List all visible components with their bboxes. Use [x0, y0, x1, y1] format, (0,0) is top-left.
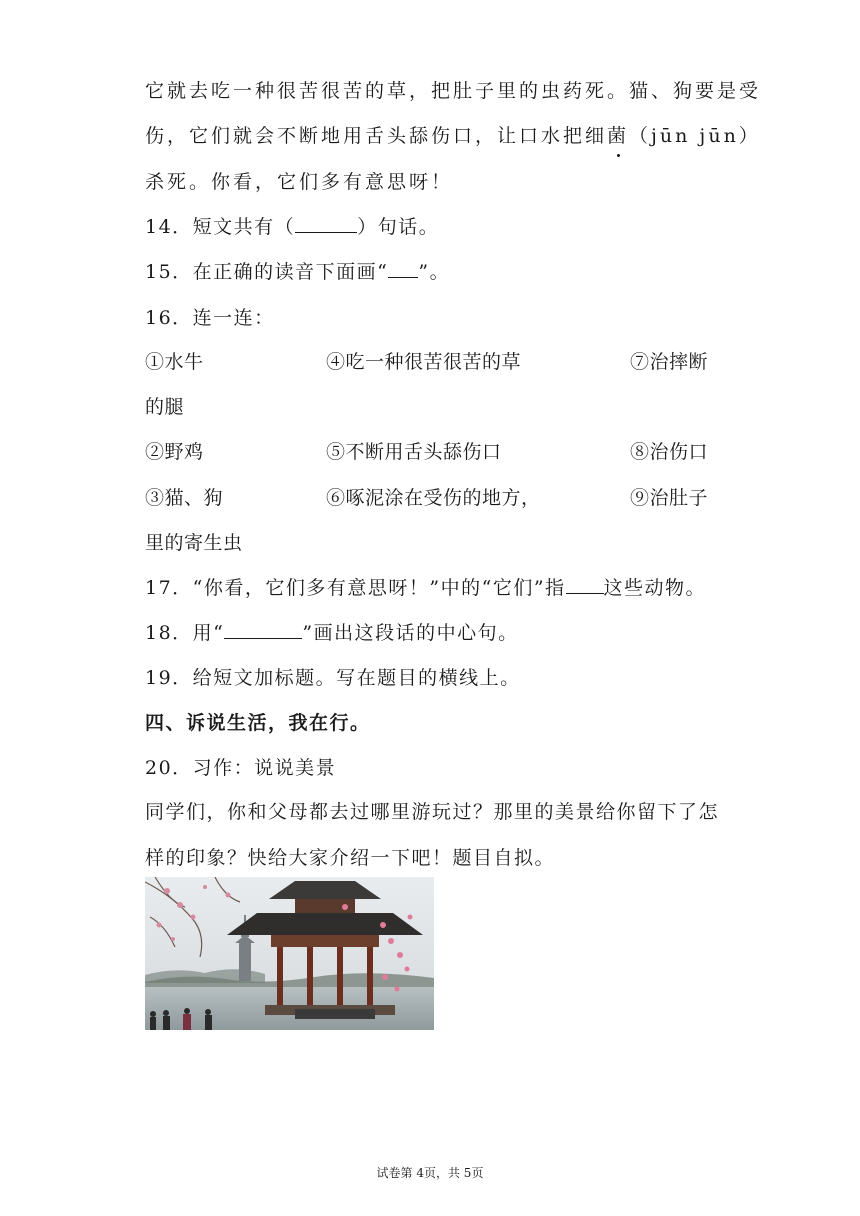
question-14 [145, 212, 439, 239]
match-item-5[interactable]: ⑤不断用舌头舔伤口 [326, 441, 502, 463]
dotted-char: 菌 [607, 121, 629, 148]
answer-blank[interactable] [295, 216, 357, 233]
match-item-1[interactable]: ①水牛 [145, 351, 204, 373]
match-item-4[interactable]: ④吃一种很苦很苦的草 [326, 351, 522, 373]
match-item-9[interactable]: ⑨治肚子 [630, 487, 709, 509]
question-20-title: 20．习作：说说美景 [145, 757, 337, 779]
question-18-text: 18．用“ [145, 622, 225, 644]
question-15-text: 15．在正确的读音下面画“ [145, 261, 389, 283]
question-15-end: ”。 [418, 261, 451, 283]
question-19: 19．给短文加标题。写在题目的横线上。 [145, 667, 521, 689]
passage-line-2-text: 伤，它们就会不断地用舌头舔伤口，让口水把细 [145, 125, 608, 147]
underline-sample [224, 622, 302, 639]
match-item-7-wrap: 的腿 [145, 396, 185, 418]
question-17-text: 17．“你看，它们多有意思呀！”中的“它们”指 [145, 577, 566, 599]
passage-line-1: 它就去吃一种很苦很苦的草，把肚子里的虫药死。猫、狗要是受 [145, 80, 762, 102]
match-item-2[interactable]: ②野鸡 [145, 441, 204, 463]
match-item-8[interactable]: ⑧治伤口 [630, 441, 709, 463]
question-20-line-1: 同学们，你和父母都去过哪里游玩过？那里的美景给你留下了怎 [145, 801, 720, 823]
passage-line-3: 杀死。你看，它们多有意思呀！ [145, 171, 454, 193]
pinyin-options: （jūn jūn） [629, 125, 761, 147]
match-item-3[interactable]: ③猫、狗 [145, 487, 224, 509]
question-18-end: ”画出这段话的中心句。 [302, 622, 519, 644]
section-4-title: 四、诉说生活，我在行。 [145, 712, 371, 734]
question-14-end: ）句话。 [357, 216, 440, 238]
pavilion-photo [145, 877, 434, 1030]
question-14-text: 14．短文共有（ [145, 216, 296, 238]
match-item-7[interactable]: ⑦治摔断 [630, 351, 709, 373]
question-15 [145, 257, 450, 284]
question-17-end: 这些动物。 [603, 577, 707, 599]
question-16: 16．连一连： [145, 307, 275, 329]
page-footer: 试卷第 4页，共 5页 [376, 1166, 484, 1180]
question-18 [145, 618, 519, 645]
question-17 [145, 573, 706, 600]
answer-blank[interactable] [566, 577, 604, 594]
passage-line-2 [145, 121, 761, 148]
match-item-9-wrap: 里的寄生虫 [145, 532, 243, 554]
question-20-line-2: 样的印象？快给大家介绍一下吧！题目自拟。 [145, 847, 556, 869]
match-item-6[interactable]: ⑥啄泥涂在受伤的地方， [326, 487, 541, 509]
underline-sample [388, 261, 418, 278]
